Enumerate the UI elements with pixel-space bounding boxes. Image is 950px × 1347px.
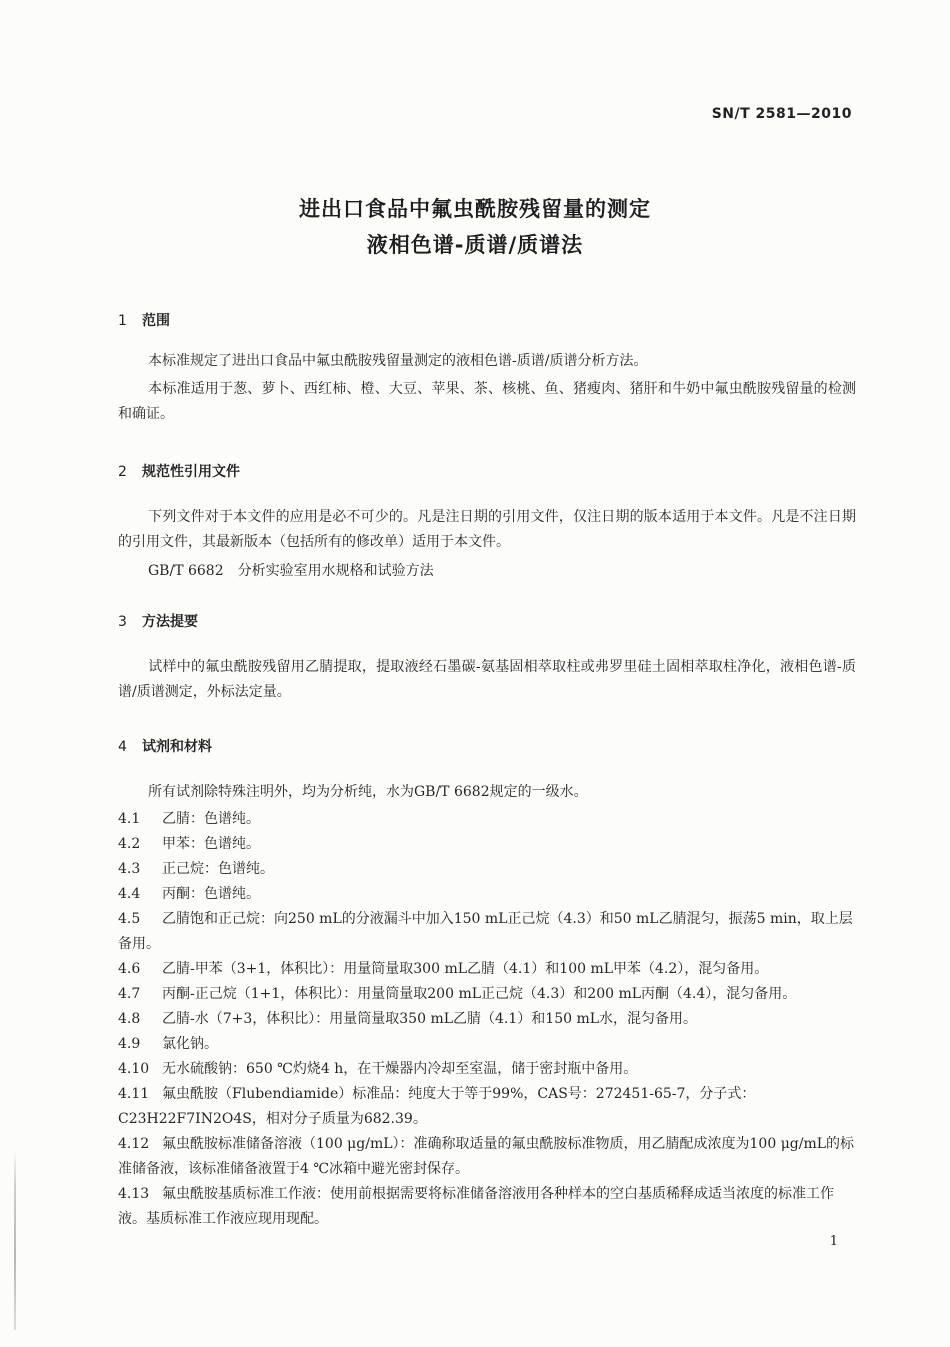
- list-item: 4.13 氟虫酰胺基质标准工作液：使用前根据需要将标准储备溶液用各种样本的空白基质稀释成适当浓度的标准工作液。基质标准工作液应现用现配。: [118, 1186, 834, 1227]
- section-number: 4: [118, 739, 127, 755]
- list-item: 4.4 丙酮：色谱纯。: [118, 886, 260, 902]
- document-title-line1: 进出口食品中氟虫酰胺残留量的测定: [299, 197, 651, 221]
- section-3-heading: [118, 611, 198, 631]
- list-item: 4.5 乙腈饱和正己烷：向250 mL的分液漏斗中加入150 mL正己烷（4.3）和50 mL乙腈混匀，振荡5 min，取上层备用。: [118, 911, 853, 952]
- section-2-paragraph-1: 下列文件对于本文件的应用是必不可少的。凡是注日期的引用文件，仅注日期的版本适用于本文件。凡是不注日期的引用文件，其最新版本（包括所有的修改单）适用于本文件。: [118, 509, 856, 550]
- list-item: 4.12 氟虫酰胺标准储备溶液（100 μg/mL）：准确称取适量的氟虫酰胺标准物质，用乙腈配成浓度为100 μg/mL的标准储备液，该标准储备液置于4 ℃冰箱中避光密封保存。: [118, 1136, 855, 1177]
- list-item: 4.9 氯化钠。: [118, 1036, 218, 1052]
- section-2-reference: GB/T 6682 分析实验室用水规格和试验方法: [148, 563, 434, 579]
- section-number: 2: [118, 464, 127, 480]
- standard-number: SN/T 2581—2010: [711, 106, 852, 122]
- section-title: 试剂和材料: [142, 739, 212, 755]
- document-title-line2: 液相色谱-质谱/质谱法: [366, 233, 584, 257]
- section-title: 规范性引用文件: [142, 464, 240, 480]
- section-4-heading: [118, 736, 212, 756]
- list-item: 4.7 丙酮-正己烷（1+1，体积比）：用量筒量取200 mL正己烷（4.3）和200 mL丙酮（4.4），混匀备用。: [118, 986, 797, 1002]
- list-item: 4.11 氟虫酰胺（Flubendiamide）标准品：纯度大于等于99%，CAS号：272451-65-7，分子式：C23H22F7IN2O4S，相对分子质量为682.39。: [118, 1086, 756, 1127]
- page-number: 1: [829, 1234, 838, 1249]
- section-1-paragraph-1: 本标准规定了进出口食品中氟虫酰胺残留量测定的液相色谱-质谱/质谱分析方法。: [148, 353, 648, 369]
- scan-edge-shadow: [14, 1150, 16, 1330]
- section-number: 3: [118, 614, 127, 630]
- list-item: 4.10 无水硫酸钠：650 ℃灼烧4 h，在干燥器内冷却至室温，储于密封瓶中备用。: [118, 1061, 638, 1077]
- list-item: 4.2 甲苯：色谱纯。: [118, 836, 260, 852]
- section-3-paragraph-1: 试样中的氟虫酰胺残留用乙腈提取，提取液经石墨碳-氨基固相萃取柱或弗罗里硅土固相萃取柱净化，液相色谱-质谱/质谱测定，外标法定量。: [118, 659, 856, 700]
- list-item: 4.8 乙腈-水（7+3，体积比）：用量筒量取350 mL乙腈（4.1）和150 mL水，混匀备用。: [118, 1011, 698, 1027]
- section-number: 1: [118, 313, 127, 329]
- section-2-heading: [118, 461, 240, 481]
- section-title: 方法提要: [142, 614, 198, 630]
- section-title: 范围: [142, 313, 170, 329]
- section-1-paragraph-2: 本标准适用于葱、萝卜、西红柿、橙、大豆、苹果、茶、核桃、鱼、猪瘦肉、猪肝和牛奶中氟虫酰胺残留量的检测和确证。: [118, 381, 856, 422]
- section-1-heading: [118, 310, 170, 330]
- list-item: 4.6 乙腈-甲苯（3+1，体积比）：用量筒量取300 mL乙腈（4.1）和100 mL甲苯（4.2），混匀备用。: [118, 961, 769, 977]
- list-item: 4.1 乙腈：色谱纯。: [118, 811, 260, 827]
- list-item: 4.3 正己烷：色谱纯。: [118, 861, 274, 877]
- section-4-intro: 所有试剂除特殊注明外，均为分析纯，水为GB/T 6682规定的一级水。: [148, 784, 588, 800]
